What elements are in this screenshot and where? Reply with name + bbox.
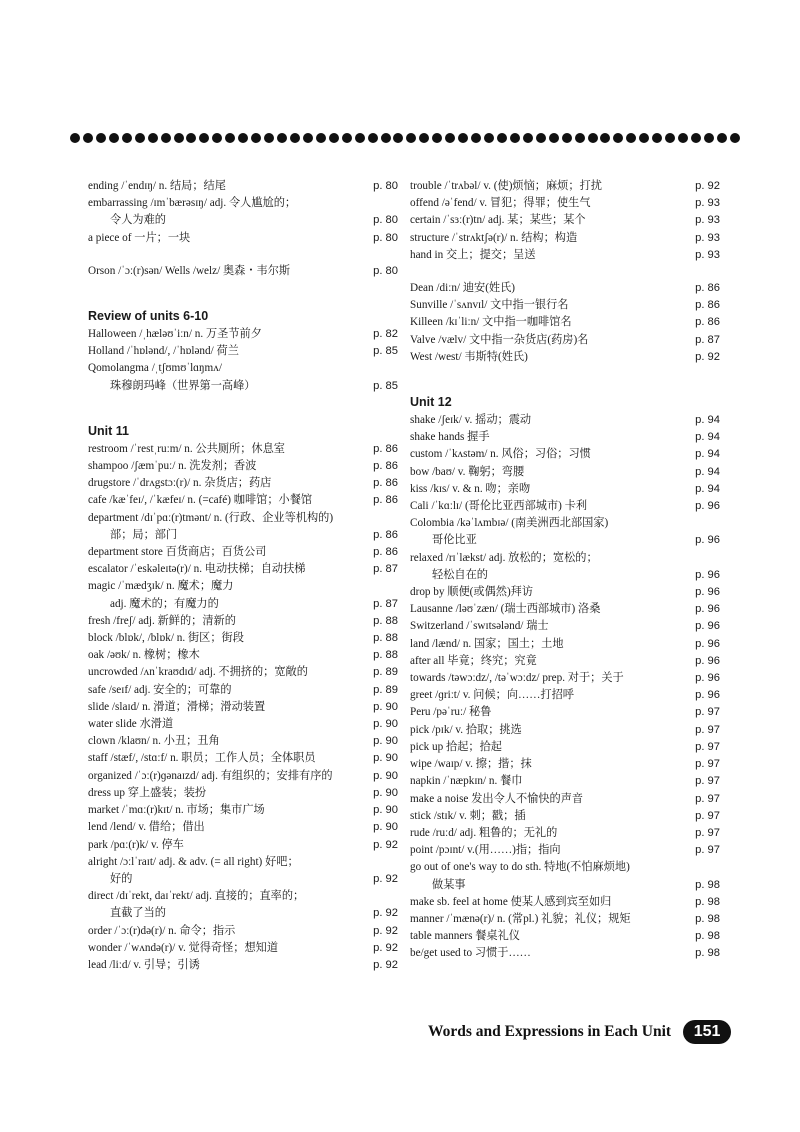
entry-page-ref: p. 92 — [695, 350, 720, 363]
border-dot — [549, 133, 559, 143]
vocab-entry — [410, 515, 720, 549]
entry-text: custom /ˈkʌstəm/ n. 风俗；习俗；习惯 — [410, 448, 591, 461]
border-dot — [691, 133, 701, 143]
border-dot — [83, 133, 93, 143]
vocab-entry — [88, 733, 398, 750]
border-dot — [148, 133, 158, 143]
spacer — [88, 247, 398, 263]
entry-text: lend /lend/ v. 借给；借出 — [88, 821, 205, 834]
entry-text: direct /dɪˈrekt, daɪˈrekt/ adj. 直接的；直率的； — [88, 890, 305, 903]
entry-text: Cali /ˈkɑːlɪ/ (哥伦比亚西部城市) 卡利 — [410, 500, 588, 513]
entry-page-ref: p. 86 — [373, 494, 398, 507]
entry-continuation: 珠穆朗玛峰（世界第一高峰） — [110, 379, 256, 392]
border-dot — [96, 133, 106, 143]
vocab-entry — [88, 343, 398, 360]
section-heading: Review of units 6-10 — [88, 309, 209, 324]
border-dot — [161, 133, 171, 143]
entry-page-ref: p. 86 — [695, 299, 720, 312]
border-dot — [303, 133, 313, 143]
vocab-entry — [410, 773, 720, 790]
border-dot — [290, 133, 300, 143]
border-dot — [251, 133, 261, 143]
vocab-entry — [88, 957, 398, 974]
vocab-entry — [410, 498, 720, 515]
vocab-entry — [410, 618, 720, 635]
entry-text: Qomolangma /ˌtʃʊmʊˈlɑŋmʌ/ — [88, 362, 222, 375]
vocab-entry — [410, 704, 720, 721]
entry-text: wonder /ˈwʌndə(r)/ v. 觉得奇怪；想知道 — [88, 941, 279, 954]
entry-text: pick up 拾起；拾起 — [410, 740, 502, 753]
vocab-entry — [410, 550, 720, 584]
entry-text: magic /ˈmædʒɪk/ n. 魔术；魔力 — [88, 580, 234, 593]
vocab-entry — [88, 802, 398, 819]
vocab-entry — [410, 601, 720, 618]
entry-text: Halloween /ˌhæləʊˈiːn/ n. 万圣节前夕 — [88, 328, 262, 341]
vocab-entry — [88, 664, 398, 681]
entry-continuation: 好的 — [110, 872, 133, 885]
entry-page-ref: p. 86 — [373, 442, 398, 455]
entry-page-ref: p. 90 — [373, 735, 398, 748]
entry-text: Peru /pəˈruː/ 秘鲁 — [410, 706, 492, 719]
entry-page-ref: p. 97 — [695, 740, 720, 753]
entry-continuation: adj. 魔术的；有魔力的 — [110, 597, 219, 610]
border-dot — [419, 133, 429, 143]
entry-text: stick /stɪk/ v. 刺；戳；插 — [410, 809, 526, 822]
entry-text: land /lænd/ n. 国家；国土；土地 — [410, 637, 564, 650]
entry-page-ref: p. 87 — [695, 333, 720, 346]
entry-page-ref: p. 88 — [373, 632, 398, 645]
entry-text: clown /klaʊn/ n. 小丑；丑角 — [88, 735, 220, 748]
entry-page-ref: p. 97 — [695, 809, 720, 822]
vocab-entry — [88, 630, 398, 647]
vocab-entry — [88, 544, 398, 561]
entry-page-ref: p. 94 — [695, 431, 720, 444]
vocab-entry — [410, 928, 720, 945]
spacer — [410, 264, 720, 280]
entry-continuation: 令人为难的 — [110, 214, 166, 227]
entry-page-ref: p. 96 — [695, 672, 720, 685]
border-dot — [174, 133, 184, 143]
entry-text: slide /slaɪd/ n. 滑道；滑梯；滑动装置 — [88, 700, 266, 713]
border-dot — [225, 133, 235, 143]
entry-page-ref: p. 92 — [373, 838, 398, 851]
border-dot — [704, 133, 714, 143]
vocab-entry — [410, 894, 720, 911]
border-dot — [626, 133, 636, 143]
entry-page-ref: p. 97 — [695, 826, 720, 839]
border-dot — [122, 133, 132, 143]
border-dot — [316, 133, 326, 143]
vocab-entry — [88, 263, 398, 280]
page-footer — [428, 1020, 731, 1044]
entry-page-ref: p. 85 — [373, 345, 398, 358]
vocab-entry — [88, 682, 398, 699]
entry-text: department /dɪˈpɑː(r)tmənt/ n. (行政、企业等机构的) — [88, 511, 334, 524]
entry-text: safe /seɪf/ adj. 安全的；可靠的 — [88, 683, 232, 696]
entry-text: drop by 顺便(或偶然)拜访 — [410, 586, 534, 599]
entry-page-ref: p. 80 — [373, 231, 398, 244]
entry-text: West /west/ 韦斯特(姓氏) — [410, 350, 528, 363]
vocab-entry — [410, 911, 720, 928]
entry-text: certain /ˈsɜː(r)tn/ adj. 某；某些；某个 — [410, 214, 586, 227]
entry-text: shake /ʃeɪk/ v. 摇动；震动 — [410, 414, 532, 427]
spacer — [88, 395, 398, 411]
entry-page-ref: p. 97 — [695, 792, 720, 805]
entry-page-ref: p. 85 — [373, 379, 398, 392]
entry-page-ref: p. 90 — [373, 700, 398, 713]
right-column — [410, 178, 720, 963]
vocab-entry — [88, 888, 398, 922]
border-dot — [238, 133, 248, 143]
entry-text: towards /təwɔːdz/, /təˈwɔːdz/ prep. 对于；关于 — [410, 672, 624, 685]
entry-text: Sunville /ˈsʌnvɪl/ 文中指一银行名 — [410, 299, 569, 312]
border-dot — [458, 133, 468, 143]
vocab-entry — [410, 297, 720, 314]
vocab-entry — [410, 230, 720, 247]
entry-page-ref: p. 92 — [373, 907, 398, 920]
vocab-entry — [88, 750, 398, 767]
entry-text: rude /ruːd/ adj. 粗鲁的；无礼的 — [410, 826, 558, 839]
border-dot — [135, 133, 145, 143]
entry-text: alright /ɔːlˈraɪt/ adj. & adv. (= all right) 好吧； — [88, 855, 299, 868]
section-heading: Unit 12 — [410, 395, 452, 410]
page-number-badge: 151 — [683, 1020, 731, 1044]
border-dot — [109, 133, 119, 143]
vocab-entry — [88, 178, 398, 195]
border-dot — [536, 133, 546, 143]
vocab-entry — [410, 687, 720, 704]
entry-text: shampoo /ʃæmˈpuː/ n. 洗发剂；香波 — [88, 460, 257, 473]
vocab-entry — [410, 670, 720, 687]
entry-text: offend /əˈfend/ v. 冒犯；得罪；使生气 — [410, 197, 591, 210]
vocab-entry — [88, 613, 398, 630]
entry-page-ref: p. 86 — [373, 546, 398, 559]
entry-page-ref: p. 96 — [695, 603, 720, 616]
entry-continuation: 做某事 — [432, 878, 466, 891]
entry-text: market /ˈmɑː(r)kɪt/ n. 市场；集市广场 — [88, 804, 265, 817]
entry-page-ref: p. 96 — [695, 620, 720, 633]
entry-page-ref: p. 92 — [373, 941, 398, 954]
entry-page-ref: p. 92 — [373, 924, 398, 937]
border-dot — [717, 133, 727, 143]
vocab-entry — [88, 360, 398, 394]
vocab-entry — [88, 716, 398, 733]
vocab-entry — [410, 722, 720, 739]
vocab-entry — [88, 458, 398, 475]
entry-text: a piece of 一片；一块 — [88, 231, 191, 244]
border-dot — [445, 133, 455, 143]
entry-text: Lausanne /ləʊˈzæn/ (瑞士西部城市) 洛桑 — [410, 603, 601, 616]
entry-page-ref: p. 94 — [695, 414, 720, 427]
entry-text: oak /əʊk/ n. 橡树；橡木 — [88, 649, 200, 662]
entry-page-ref: p. 96 — [695, 689, 720, 702]
entry-page-ref: p. 96 — [695, 534, 720, 547]
vocab-entry — [410, 314, 720, 331]
border-dot — [342, 133, 352, 143]
vocab-entry — [410, 481, 720, 498]
border-dot — [264, 133, 274, 143]
border-dot — [562, 133, 572, 143]
entry-continuation: 直截了当的 — [110, 907, 166, 920]
vocab-entry — [88, 492, 398, 509]
entry-text: staff /stæf/, /stɑːf/ n. 职员；工作人员；全体职员 — [88, 752, 316, 765]
vocab-entry — [88, 819, 398, 836]
vocab-entry — [88, 647, 398, 664]
border-dot — [471, 133, 481, 143]
entry-text: pick /pɪk/ v. 拾取；挑选 — [410, 723, 522, 736]
entry-page-ref: p. 92 — [373, 958, 398, 971]
vocab-entry — [410, 178, 720, 195]
entry-page-ref: p. 90 — [373, 786, 398, 799]
vocab-entry — [410, 446, 720, 463]
vocab-entry — [410, 945, 720, 962]
entry-page-ref: p. 92 — [695, 180, 720, 192]
entry-text: go out of one's way to do sth. 特地(不怕麻烦地) — [410, 861, 630, 874]
entry-page-ref: p. 97 — [695, 758, 720, 771]
entry-text: relaxed /rɪˈlækst/ adj. 放松的；宽松的； — [410, 551, 598, 564]
vocab-entry — [88, 768, 398, 785]
vocab-entry — [88, 441, 398, 458]
entry-page-ref: p. 82 — [373, 328, 398, 341]
entry-text: Switzerland /ˈswɪtsələnd/ 瑞士 — [410, 620, 549, 633]
entry-page-ref: p. 97 — [695, 775, 720, 788]
entry-text: napkin /ˈnæpkɪn/ n. 餐巾 — [410, 775, 523, 788]
vocab-entry — [88, 561, 398, 578]
entry-text: cafe /kæˈfeɪ/, /ˈkæfeɪ/ n. (=café) 咖啡馆；小餐馆 — [88, 494, 313, 507]
entry-text: Killeen /kɪˈliːn/ 文中指一咖啡馆名 — [410, 316, 572, 329]
entry-page-ref: p. 96 — [695, 586, 720, 599]
entry-text: point /pɔɪnt/ v.(用……)指；指向 — [410, 844, 561, 857]
entry-page-ref: p. 94 — [695, 482, 720, 495]
entry-text: Dean /diːn/ 迪安(姓氏) — [410, 282, 516, 295]
entry-page-ref: p. 90 — [373, 752, 398, 765]
entry-page-ref: p. 89 — [373, 666, 398, 679]
entry-text: bow /baʊ/ v. 鞠躬；弯腰 — [410, 465, 525, 478]
vocab-entry — [410, 332, 720, 349]
entry-page-ref: p. 98 — [695, 895, 720, 908]
entry-page-ref: p. 97 — [695, 844, 720, 857]
entry-text: ending /ˈendɪŋ/ n. 结局；结尾 — [88, 180, 226, 192]
entry-text: lead /liːd/ v. 引导；引诱 — [88, 958, 200, 971]
entry-text: water slide 水滑道 — [88, 718, 174, 731]
border-dot — [70, 133, 80, 143]
vocab-entry — [88, 785, 398, 802]
border-dot — [678, 133, 688, 143]
entry-text: make sb. feel at home 使某人感到宾至如归 — [410, 895, 612, 908]
border-dot — [510, 133, 520, 143]
entry-page-ref: p. 97 — [695, 706, 720, 719]
entry-text: dress up 穿上盛装；装扮 — [88, 786, 207, 799]
vocab-entry — [88, 230, 398, 247]
border-dot — [212, 133, 222, 143]
vocab-entry — [410, 349, 720, 366]
entry-text: hand in 交上；提交；呈送 — [410, 248, 536, 261]
spacer — [88, 280, 398, 296]
entry-page-ref: p. 88 — [373, 614, 398, 627]
border-dot — [393, 133, 403, 143]
entry-page-ref: p. 98 — [695, 947, 720, 960]
border-dot — [600, 133, 610, 143]
entry-page-ref: p. 90 — [373, 804, 398, 817]
entry-page-ref: p. 87 — [373, 563, 398, 576]
entry-text: structure /ˈstrʌktʃə(r)/ n. 结构；构造 — [410, 231, 578, 244]
footer-title: Words and Expressions in Each Unit — [428, 1023, 672, 1040]
entry-page-ref: p. 86 — [373, 528, 398, 541]
header-dot-border — [70, 128, 740, 148]
vocab-entry — [410, 195, 720, 212]
vocab-entry — [410, 429, 720, 446]
entry-page-ref: p. 87 — [373, 597, 398, 610]
border-dot — [381, 133, 391, 143]
vocab-entry — [410, 791, 720, 808]
vocab-entry — [410, 842, 720, 859]
entry-text: Valve /vælv/ 文中指一杂货店(药房)名 — [410, 333, 589, 346]
border-dot — [484, 133, 494, 143]
entry-text: escalator /ˈeskəleɪtə(r)/ n. 电动扶梯；自动扶梯 — [88, 563, 306, 576]
vocab-entry — [88, 923, 398, 940]
vocab-entry — [410, 464, 720, 481]
left-column — [88, 178, 398, 974]
vocab-entry — [410, 280, 720, 297]
border-dot — [277, 133, 287, 143]
entry-page-ref: p. 80 — [373, 264, 398, 277]
entry-page-ref: p. 86 — [373, 460, 398, 473]
border-dot — [639, 133, 649, 143]
border-dot — [575, 133, 585, 143]
entry-text: manner /ˈmænə(r)/ n. (常pl.) 礼貌；礼仪；规矩 — [410, 912, 631, 925]
entry-text: be/get used to 习惯于…… — [410, 947, 531, 960]
entry-page-ref: p. 96 — [695, 568, 720, 581]
entry-page-ref: p. 80 — [373, 214, 398, 227]
border-dot — [665, 133, 675, 143]
vocab-entry — [88, 578, 398, 612]
entry-page-ref: p. 92 — [373, 872, 398, 885]
vocab-entry — [88, 195, 398, 229]
entry-page-ref: p. 80 — [373, 180, 398, 192]
entry-text: wipe /waɪp/ v. 擦；揩；抹 — [410, 758, 532, 771]
entry-page-ref: p. 96 — [695, 637, 720, 650]
vocab-entry — [88, 837, 398, 854]
entry-continuation: 部；局；部门 — [110, 528, 178, 541]
border-dot — [730, 133, 740, 143]
entry-continuation: 哥伦比亚 — [432, 534, 477, 547]
vocab-entry — [410, 412, 720, 429]
entry-text: organized /ˈɔː(r)ɡənaɪzd/ adj. 有组织的；安排有序的 — [88, 769, 333, 782]
entry-text: Holland /ˈhɒlənd/, /ˈhɒlənd/ 荷兰 — [88, 345, 239, 358]
entry-text: block /blɒk/, /blɒk/ n. 街区；街段 — [88, 632, 244, 645]
entry-text: fresh /freʃ/ adj. 新鲜的；清新的 — [88, 614, 236, 627]
entry-page-ref: p. 86 — [373, 477, 398, 490]
entry-text: order /ˈɔː(r)də(r)/ n. 命令；指示 — [88, 924, 236, 937]
entry-text: trouble /ˈtrʌbəl/ v. (使)烦恼；麻烦；打扰 — [410, 180, 602, 192]
vocab-entry — [410, 653, 720, 670]
entry-text: department store 百货商店；百货公司 — [88, 546, 267, 559]
entry-text: restroom /ˈrestˌruːm/ n. 公共厕所；休息室 — [88, 442, 285, 455]
entry-text: park /pɑː(r)k/ v. 停车 — [88, 838, 184, 851]
entry-page-ref: p. 86 — [695, 282, 720, 295]
entry-page-ref: p. 97 — [695, 723, 720, 736]
entry-page-ref: p. 98 — [695, 912, 720, 925]
entry-page-ref: p. 93 — [695, 197, 720, 210]
vocab-entry — [410, 584, 720, 601]
entry-page-ref: p. 90 — [373, 821, 398, 834]
section-heading: Unit 11 — [88, 423, 129, 438]
vocab-entry — [88, 326, 398, 343]
vocab-entry — [410, 825, 720, 842]
vocab-entry — [88, 475, 398, 492]
entry-text: table manners 餐桌礼仪 — [410, 930, 520, 943]
vocab-entry — [410, 739, 720, 756]
entry-text: kiss /kɪs/ v. & n. 吻；亲吻 — [410, 482, 531, 495]
entry-page-ref: p. 96 — [695, 654, 720, 667]
vocab-entry — [410, 212, 720, 229]
entry-page-ref: p. 98 — [695, 930, 720, 943]
border-dot — [497, 133, 507, 143]
entry-page-ref: p. 98 — [695, 878, 720, 891]
border-dot — [329, 133, 339, 143]
entry-page-ref: p. 89 — [373, 683, 398, 696]
entry-text: embarrassing /ɪmˈbærəsɪŋ/ adj. 令人尴尬的； — [88, 197, 297, 210]
border-dot — [432, 133, 442, 143]
entry-text: make a noise 发出令人不愉快的声音 — [410, 792, 584, 805]
entry-text: uncrowded /ʌnˈkraʊdɪd/ adj. 不拥挤的；宽敞的 — [88, 666, 308, 679]
spacer — [410, 366, 720, 382]
entry-text: shake hands 握手 — [410, 431, 490, 444]
entry-page-ref: p. 96 — [695, 500, 720, 513]
border-dot — [652, 133, 662, 143]
entry-page-ref: p. 93 — [695, 231, 720, 244]
vocab-entry — [88, 699, 398, 716]
border-dot — [355, 133, 365, 143]
entry-page-ref: p. 88 — [373, 649, 398, 662]
entry-text: after all 毕竟；终究；究竟 — [410, 654, 537, 667]
entry-page-ref: p. 93 — [695, 248, 720, 261]
vocab-entry — [88, 510, 398, 544]
vocab-entry — [88, 940, 398, 957]
border-dot — [406, 133, 416, 143]
border-dot — [368, 133, 378, 143]
entry-page-ref: p. 94 — [695, 465, 720, 478]
border-dot — [199, 133, 209, 143]
border-dot — [588, 133, 598, 143]
entry-continuation: 轻松自在的 — [432, 568, 488, 581]
entry-text: Colombia /kəˈlʌmbɪə/ (南美洲西北部国家) — [410, 517, 609, 530]
border-dot — [613, 133, 623, 143]
entry-page-ref: p. 94 — [695, 448, 720, 461]
entry-text: drugstore /ˈdrʌgstɔː(r)/ n. 杂货店；药店 — [88, 477, 272, 490]
vocab-entry — [410, 859, 720, 893]
vocab-entry — [410, 756, 720, 773]
border-dot — [523, 133, 533, 143]
entry-page-ref: p. 90 — [373, 718, 398, 731]
entry-page-ref: p. 93 — [695, 214, 720, 227]
entry-page-ref: p. 86 — [695, 316, 720, 329]
border-dot — [186, 133, 196, 143]
vocab-entry — [410, 808, 720, 825]
vocab-entry — [410, 247, 720, 264]
vocab-entry — [410, 636, 720, 653]
vocab-entry — [88, 854, 398, 888]
entry-page-ref: p. 90 — [373, 769, 398, 782]
entry-text: Orson /ˈɔː(r)sən/ Wells /welz/ 奥森・韦尔斯 — [88, 264, 291, 277]
entry-text: greet /ɡriːt/ v. 问候；向……打招呼 — [410, 689, 574, 702]
